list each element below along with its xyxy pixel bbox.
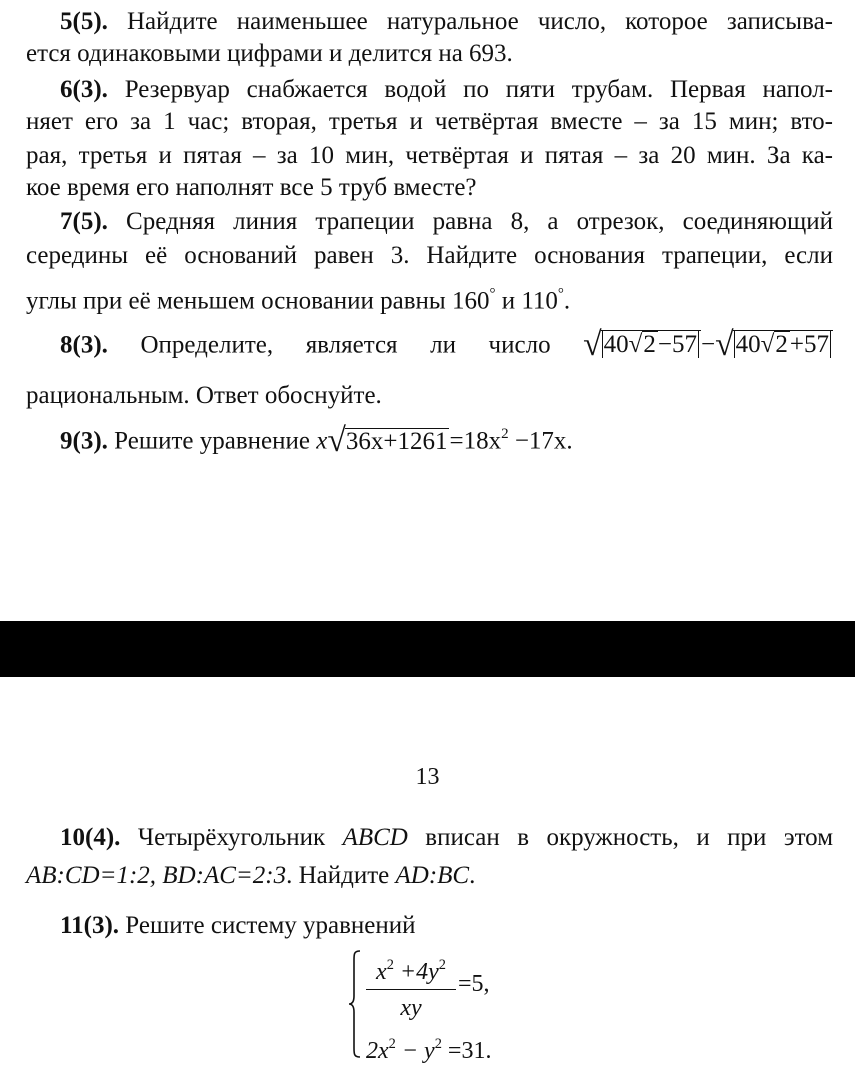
exponent: 2 xyxy=(438,957,446,973)
term: 40 xyxy=(603,331,629,359)
problem-10-text: . Найдите xyxy=(286,862,396,889)
equation-rhs-end: −17x. xyxy=(514,427,573,455)
problem-6-number: 6(3). xyxy=(60,76,108,103)
term: +4y xyxy=(393,959,439,986)
radical-sign: √ xyxy=(760,331,775,359)
problem-7-number: 7(5). xyxy=(60,208,108,235)
fraction-bar xyxy=(366,989,456,990)
problem-6-line-1 xyxy=(60,74,833,106)
problem-5-line-1 xyxy=(60,6,833,38)
problem-10-word: окружность, xyxy=(546,824,679,851)
left-brace xyxy=(348,950,362,1058)
problem-11-text: Решите систему уравнений xyxy=(125,912,416,939)
variable-x: x xyxy=(316,427,328,455)
problem-6-line-4: кое время его наполнят все 5 труб вместе? xyxy=(26,174,477,201)
equation-system xyxy=(348,950,548,1068)
problem-8-number: 8(3). xyxy=(60,331,108,359)
problem-8-line-2: рациональным. Ответ обоснуйте. xyxy=(26,382,382,409)
exponent: 2 xyxy=(501,426,509,442)
problem-5-number: 5(5). xyxy=(60,8,108,35)
absolute-value-2 xyxy=(734,331,831,358)
problem-6-text-1: Резервуар снабжается водой по пяти трубам. Первая напол- xyxy=(124,76,833,103)
radicand-inner: 2 xyxy=(775,331,788,359)
problem-8-expression xyxy=(583,326,833,363)
problem-8-word: является xyxy=(305,331,398,359)
degree-sign: ° xyxy=(489,286,496,302)
ratio-ab-cd: AB:CD=1:2, xyxy=(26,862,157,889)
radical-sign: √ xyxy=(628,331,643,359)
radicand-1 xyxy=(601,330,701,358)
absolute-value-1 xyxy=(602,331,699,358)
degree-sign: ° xyxy=(557,286,564,302)
problem-8-word: Определите, xyxy=(140,331,274,359)
page-separator-band xyxy=(0,621,855,677)
period: . xyxy=(469,862,476,889)
ratio-bd-ac: BD:AC=2:3 xyxy=(162,862,287,889)
problem-7-text-3c: . xyxy=(563,287,571,315)
minus-sign: − xyxy=(701,331,716,359)
problem-6-line-3: рая, третья и пятая – за 10 мин, четвёртая и пятая – за 20 мин. За ка- xyxy=(26,142,833,169)
exponent: 2 xyxy=(386,957,394,973)
radicand-inner: 2 xyxy=(643,331,656,359)
problem-7-text-1: Средняя линия трапеции равна 8, а отрезок, соединяющий xyxy=(126,208,833,235)
term: 2x xyxy=(366,1038,389,1065)
problem-7-line-3 xyxy=(26,278,833,318)
problem-10-line-2 xyxy=(26,860,833,892)
fraction-numerator xyxy=(366,950,456,987)
problem-8-word: ли xyxy=(430,331,456,359)
problem-8-word: число xyxy=(488,331,551,359)
quadrilateral-name: ABCD xyxy=(342,824,408,851)
problem-5-line-2: ется одинаковыми цифрами и делится на 693. xyxy=(26,40,513,67)
equation-rhs: =18x xyxy=(449,427,502,455)
term: +57 xyxy=(789,331,829,359)
problem-10-line-1 xyxy=(60,822,833,854)
radical-sign: √ xyxy=(715,326,734,363)
radical-sign: √ xyxy=(583,326,602,363)
term: =31. xyxy=(441,1038,492,1065)
problem-10-word: этом xyxy=(783,824,834,851)
exponent: 2 xyxy=(434,1036,442,1052)
problem-7-text-3a: углы при её меньшем основании равны 160 xyxy=(26,287,490,315)
problem-5-text-1: Найдите наименьшее натуральное число, которое записыва- xyxy=(127,8,834,35)
problem-10-word: и xyxy=(696,824,710,851)
fraction xyxy=(366,950,456,1022)
radical-sign: √ xyxy=(327,422,346,460)
problem-10-word: при xyxy=(727,824,767,851)
problem-7-line-1 xyxy=(60,206,833,238)
problem-11-number: 11(3). xyxy=(60,912,120,939)
radicand: 36x+1261 xyxy=(345,427,448,455)
equation-1-rhs: =5, xyxy=(458,971,490,997)
page-number: 13 xyxy=(415,764,440,790)
fraction-denominator: xy xyxy=(400,995,422,1022)
equation-2 xyxy=(366,1028,491,1067)
term: − y xyxy=(395,1038,435,1065)
problem-11-line xyxy=(60,910,833,942)
problem-10-word: Четырёхугольник xyxy=(137,824,326,851)
problem-10-word: в xyxy=(517,824,529,851)
problem-10-number: 10(4). xyxy=(60,824,121,851)
problem-7-line-2: середины её оснований равен 3. Найдите основания трапеции, если xyxy=(26,242,833,269)
term: 40 xyxy=(735,331,761,359)
problem-9-line xyxy=(60,418,833,458)
problem-7-text-3b: и 110 xyxy=(495,287,558,315)
problem-6-line-2: няет его за 1 час; вторая, третья и четвёртая вместе – за 15 мин; вто- xyxy=(26,108,833,135)
problem-9-number: 9(3). xyxy=(60,427,108,455)
ratio-ad-bc: AD:BC xyxy=(395,862,470,889)
var: x xyxy=(376,959,387,986)
problem-8-line-1 xyxy=(60,326,833,364)
term: −57 xyxy=(657,331,698,359)
radicand-2 xyxy=(733,330,833,358)
problem-9-text: Решите уравнение xyxy=(114,427,310,455)
exponent: 2 xyxy=(388,1036,396,1052)
problem-10-word: вписан xyxy=(425,824,500,851)
